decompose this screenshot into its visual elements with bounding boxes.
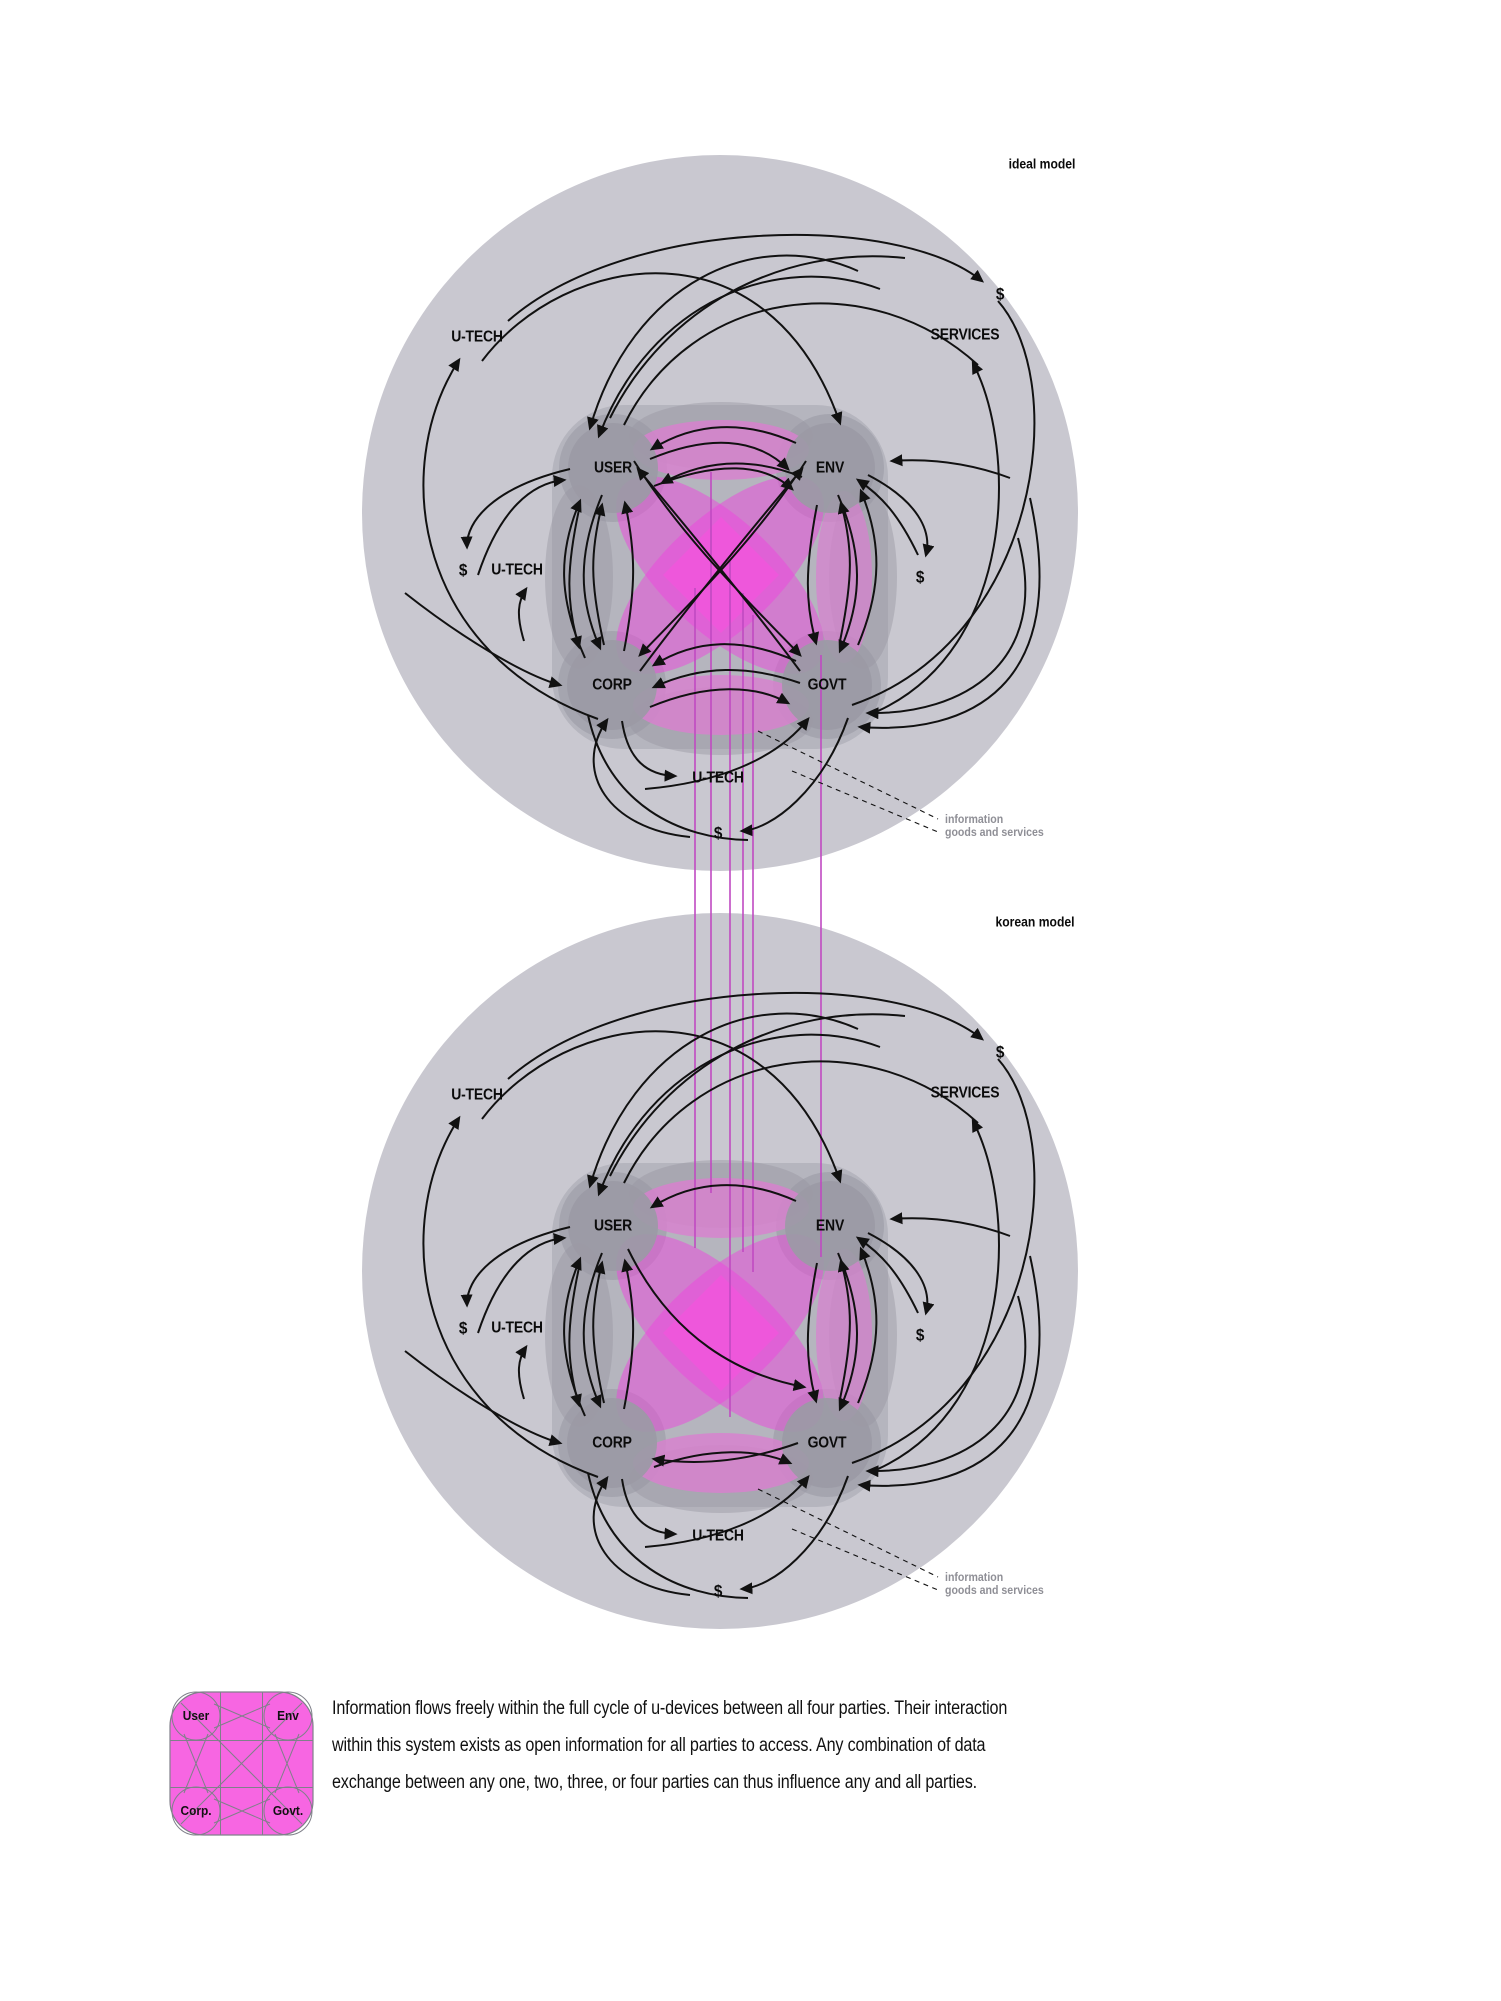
ideal-model-group [362, 155, 1078, 871]
legend-govt-label: Govt. [272, 1804, 304, 1818]
ideal-u-tech-top-left-label: U-TECH [451, 328, 503, 346]
korean-services-label: SERVICES [930, 1084, 1000, 1102]
legend-env-label: Env [277, 1709, 299, 1723]
ideal-dollar-left-label: $ [458, 560, 468, 580]
ideal-u-tech-bottom-label: U-TECH [692, 769, 744, 787]
ideal-dollar-top-right-label: $ [995, 284, 1005, 304]
korean-dollar-bottom-label: $ [713, 1581, 723, 1601]
korean-dollar-top-right-label: $ [995, 1042, 1005, 1062]
ideal-node-govt: GOVT [807, 676, 847, 694]
ideal-callout-goods-services: goods and services [945, 826, 1044, 839]
ideal-dollar-bottom-label: $ [713, 823, 723, 843]
ideal-dollar-right-label: $ [915, 567, 925, 587]
ideal-node-env: ENV [815, 459, 845, 477]
korean-callout-information: information [945, 1572, 1004, 1584]
ideal-node-user: USER [593, 459, 633, 477]
korean-callout-goods-services: goods and services [945, 1584, 1044, 1597]
ideal-model-title: ideal model [1008, 156, 1076, 172]
ideal-u-tech-left-label: U-TECH [491, 561, 543, 579]
legend-user-label: User [182, 1709, 210, 1723]
korean-u-tech-left-label: U-TECH [491, 1319, 543, 1337]
korean-u-tech-top-left-label: U-TECH [451, 1086, 503, 1104]
caption-paragraph [332, 1690, 1097, 1801]
korean-node-corp: CORP [592, 1434, 632, 1452]
korean-model-group [362, 913, 1078, 1629]
korean-node-govt: GOVT [807, 1434, 847, 1452]
korean-dollar-right-label: $ [915, 1325, 925, 1345]
legend-corp-label: Corp. [180, 1804, 212, 1818]
ideal-node-corp: CORP [592, 676, 632, 694]
caption-line-2: within this system exists as open information for all parties to access. Any combination of data [332, 1735, 986, 1756]
ideal-services-label: SERVICES [930, 326, 1000, 344]
korean-model-title: korean model [995, 914, 1075, 930]
ideal-callout-information: information [945, 814, 1004, 826]
ideal-model-core [545, 402, 897, 755]
korean-node-env: ENV [815, 1217, 845, 1235]
ideal-callout [945, 814, 1044, 839]
caption-line-1: Information flows freely within the full cycle of u-devices between all four parties. Their interaction [332, 1698, 1008, 1719]
korean-node-user: USER [593, 1217, 633, 1235]
caption-line-3: exchange between any one, two, three, or four parties can thus influence any and all parties. [332, 1772, 977, 1793]
korean-callout [945, 1572, 1044, 1597]
korean-u-tech-bottom-label: U-TECH [692, 1527, 744, 1545]
korean-dollar-left-label: $ [458, 1318, 468, 1338]
